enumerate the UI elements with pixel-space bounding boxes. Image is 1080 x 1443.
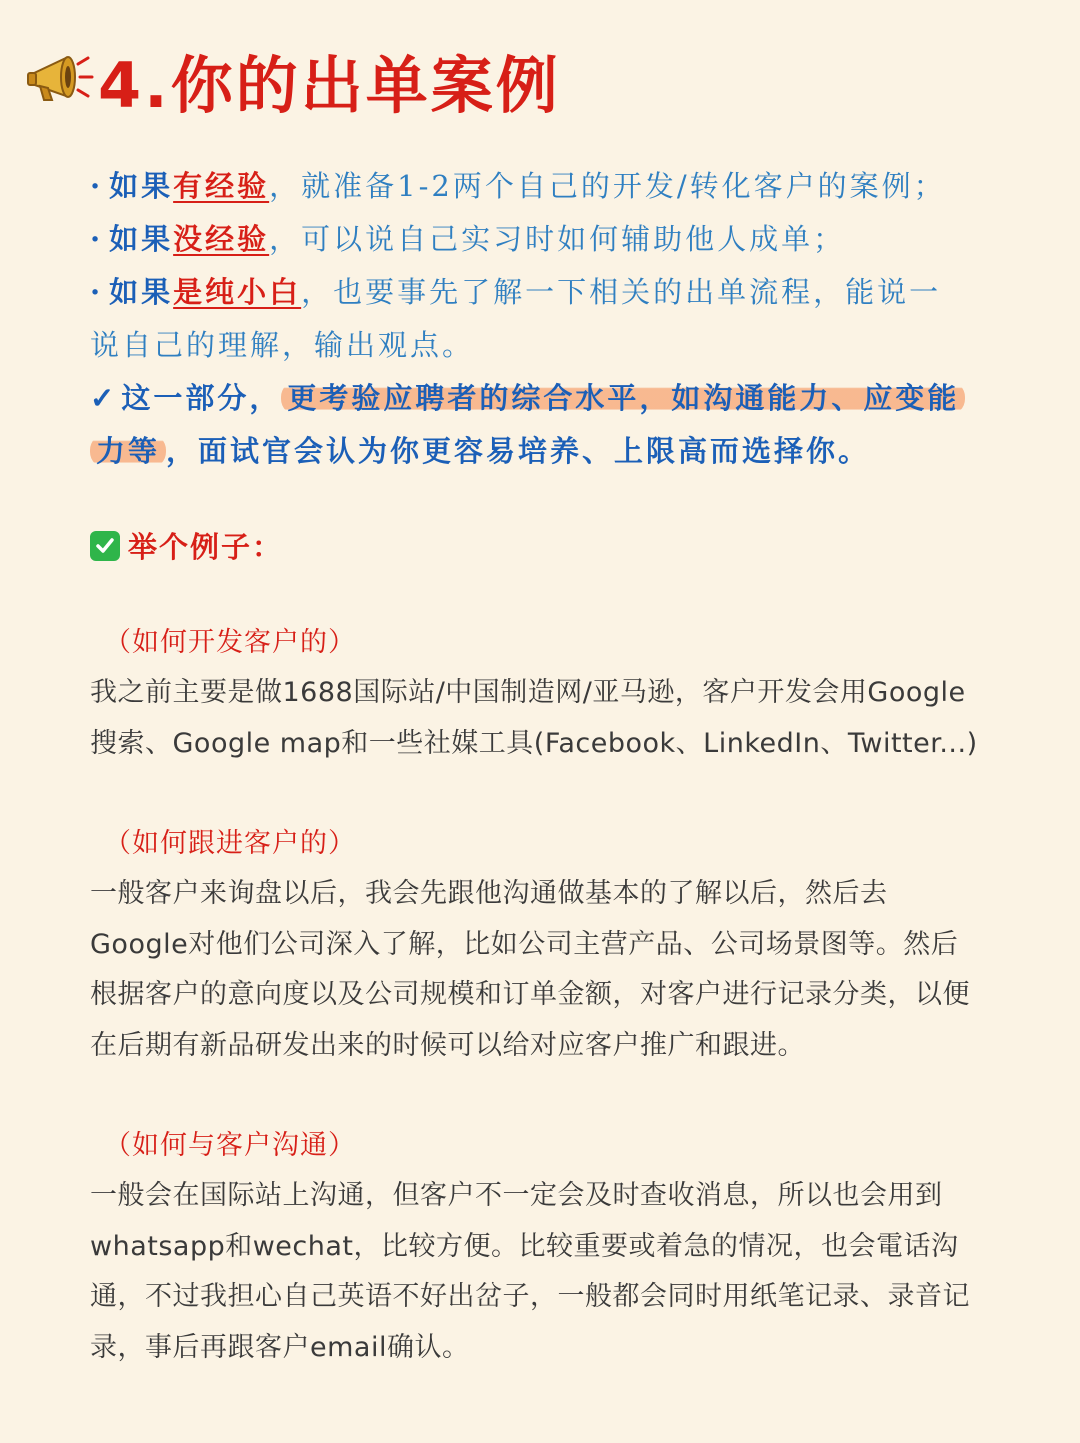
- summary-tail: ，面试官会认为你更容易培养、上限高而选择你。: [166, 434, 871, 468]
- section-develop-clients: [90, 618, 995, 769]
- check-glyph-icon: [94, 535, 116, 557]
- section-title: （如何与客户沟通）: [104, 1130, 356, 1161]
- bullet-lead: 如果: [109, 275, 174, 309]
- bullet-text: ，可以说自己实习时如何辅助他人成单；: [269, 222, 846, 256]
- section-line: 搜索、Google map和一些社媒工具(Facebook、LinkedIn、Twitter...): [90, 727, 978, 759]
- bullet-dot: ·: [90, 222, 104, 256]
- section-title: （如何开发客户的）: [104, 627, 356, 658]
- bullet-experienced: [90, 160, 995, 213]
- section-line: 在后期有新品研发出来的时候可以给对应客户推广和跟进。: [90, 1029, 805, 1061]
- section-line: 录，事后再跟客户email确认。: [90, 1331, 470, 1363]
- section-body: [90, 668, 995, 769]
- example-heading-text: 举个例子：: [128, 530, 284, 564]
- bullet-highlight: 没经验: [173, 222, 270, 256]
- green-check-icon: [90, 531, 120, 561]
- section-communicate-clients: [90, 1121, 995, 1373]
- bullet-text-cont: 说自己的理解，输出观点。: [90, 328, 475, 362]
- section-body: [90, 869, 995, 1071]
- bullet-dot: ·: [90, 275, 104, 309]
- bullet-dot: ·: [90, 169, 104, 203]
- section-body: [90, 1171, 995, 1373]
- summary-highlight-2: 力等: [90, 434, 166, 468]
- summary-line-1: [90, 372, 995, 425]
- section-line: Google对他们公司深入了解，比如公司主营产品、公司场景图等。然后: [90, 928, 959, 960]
- megaphone-icon: [26, 50, 96, 110]
- summary-lead: 这一部分，: [121, 381, 282, 415]
- section-line: 我之前主要是做1688国际站/中国制造网/亚马逊，客户开发会用Google: [90, 677, 966, 708]
- section-follow-up-clients: [90, 819, 995, 1071]
- title-row: [26, 40, 561, 120]
- bullet-beginner-cont: [90, 319, 995, 372]
- bullet-no-experience: [90, 213, 995, 266]
- section-title: （如何跟进客户的）: [104, 828, 356, 859]
- summary-line-2: [90, 425, 995, 478]
- bullet-text: ，也要事先了解一下相关的出单流程，能说一: [301, 275, 942, 309]
- bullet-text: ，就准备1-2两个自己的开发/转化客户的案例；: [269, 169, 946, 203]
- example-heading: [90, 525, 283, 566]
- bullet-highlight: 有经验: [173, 169, 270, 203]
- bullet-beginner: [90, 266, 995, 319]
- section-line: 根据客户的意向度以及公司规模和订单金额，对客户进行记录分类，以便: [90, 979, 970, 1010]
- bullet-lead: 如果: [109, 169, 174, 203]
- page-title: 4.你的出单案例: [98, 48, 561, 122]
- bullet-highlight: 是纯小白: [173, 275, 302, 309]
- intro-block: [90, 160, 995, 478]
- section-line: 通，不过我担心自己英语不好出岔子，一般都会同时用纸笔记录、录音记: [90, 1281, 970, 1312]
- section-line: 一般会在国际站上沟通，但客户不一定会及时查收消息，所以也会用到: [90, 1180, 943, 1211]
- bullet-lead: 如果: [109, 222, 174, 256]
- summary-highlight-1: 更考验应聘者的综合水平，如沟通能力、应变能: [281, 381, 965, 415]
- section-line: 一般客户来询盘以后，我会先跟他沟通做基本的了解以后，然后去: [90, 878, 888, 909]
- section-line: whatsapp和wechat，比较方便。比较重要或着急的情况，也会電话沟: [90, 1230, 959, 1262]
- checkmark-icon: ✓: [90, 381, 118, 415]
